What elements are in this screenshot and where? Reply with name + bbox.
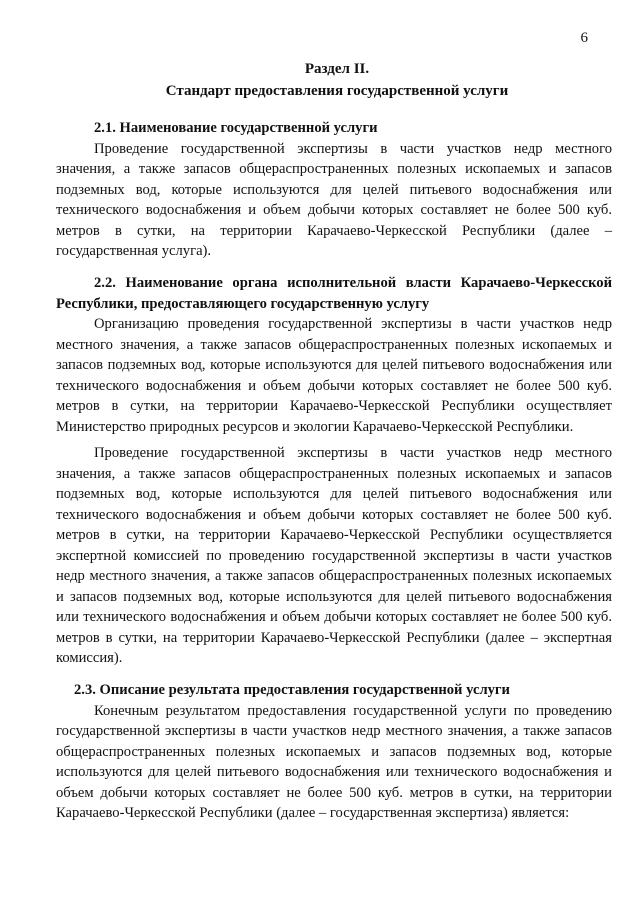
- section-header: [0, 58, 640, 102]
- section-2-2: [56, 273, 612, 669]
- heading-2-3: 2.3. Описание результата предоставления государственной услуги: [74, 682, 510, 698]
- paragraph-2-2-1: Организацию проведения государственной экспертизы в части участков недр местного значения, а также запасов общераспространенных полезных ископаемых и запасов подземных вод, которые используются для целей питьевого водоснабжения или технического водоснабжения и объем добычи которых составляет не более 500 куб. метров в сутки, на территории Карачаево-Черкесской Республики осуществляет Министерство природных ресурсов и экологии Карачаево-Черкесской Республики.: [56, 316, 612, 435]
- section-title: Стандарт предоставления государственной услуги: [165, 83, 509, 99]
- paragraph-2-2-2: Проведение государственной экспертизы в части участков недр местного значения, а также запасов общераспространенных полезных ископаемых и запасов подземных вод, которые используются для целей питьевого водоснабжения или технического водоснабжения и объем добычи которых составляет не более 500 куб. метров в сутки, на территории Карачаево-Черкесской Республики осуществляется экспертной комиссией по проведению государственной экспертизы в части участков недр местного значения, а также запасов общераспространенных полезных ископаемых и запасов подземных вод, которые используются для целей питьевого водоснабжения или технического водоснабжения и объем добычи которых составляет не более 500 куб. метров в сутки, на территории Карачаево-Черкесской Республики (далее – экспертная комиссия).: [56, 445, 612, 666]
- paragraph-2-3-1: Конечным результатом предоставления государственной услуги по проведению государственной экспертизы в части участков недр местного значения, а также запасов общераспространенных полезных ископаемых и запасов подземных вод, которые используются для целей питьевого водоснабжения или технического водоснабжения и объем добычи которых составляет не более 500 куб. метров в сутки, на территории Карачаево-Черкесской Республики (далее – государственная экспертиза) является:: [56, 702, 612, 821]
- section-2-3: [56, 680, 612, 824]
- paragraph-2-1-1: Проведение государственной экспертизы в части участков недр местного значения, а также запасов общераспространенных полезных ископаемых и запасов подземных вод, которые используются для целей питьевого водоснабжения или технического водоснабжения и объем добычи которых составляет не более 500 куб. метров в сутки, на территории Карачаево-Черкесской Республики (далее – государственная услуга).: [56, 140, 612, 259]
- page-number: 6: [580, 30, 588, 46]
- heading-2-1: 2.1. Наименование государственной услуги: [94, 120, 378, 136]
- section-2-1: [56, 118, 612, 262]
- heading-2-2: 2.2. Наименование органа исполнительной власти Карачаево-Черкесской Республики, предоставляющего государственную услугу: [56, 275, 612, 312]
- section-label: Раздел II.: [304, 61, 370, 77]
